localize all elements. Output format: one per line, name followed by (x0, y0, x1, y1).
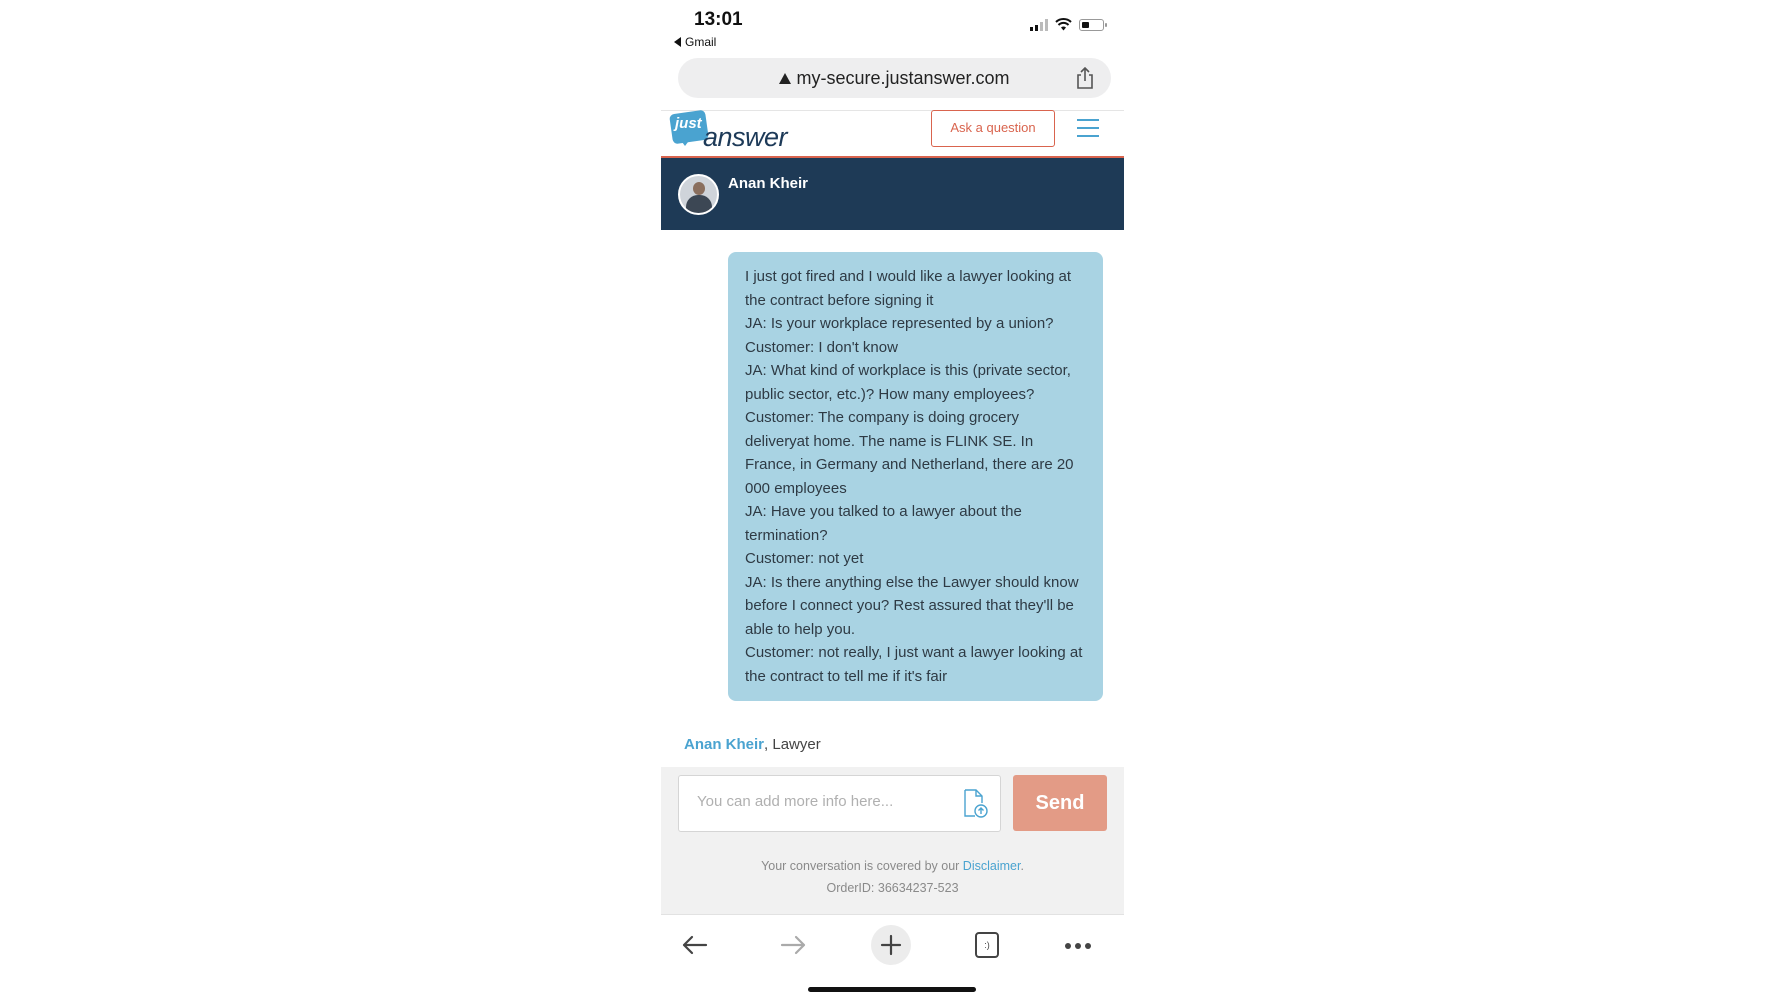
expert-avatar (678, 174, 719, 215)
more-menu-button[interactable] (1058, 925, 1098, 965)
chat-message-bubble (728, 252, 1103, 701)
expert-name: Anan Kheir (728, 175, 809, 192)
back-to-app-link[interactable] (674, 35, 716, 49)
order-id: OrderID: 36634237-523 (826, 881, 959, 895)
forward-button[interactable] (773, 925, 813, 965)
wifi-icon (1055, 18, 1072, 31)
share-icon[interactable] (1075, 67, 1095, 89)
disclaimer-prefix: Your conversation is covered by our (761, 859, 963, 873)
back-arrow-icon (675, 925, 715, 965)
page-footer (661, 843, 1124, 914)
disclaimer-suffix: . (1020, 859, 1024, 873)
logo-answer: answer (703, 122, 788, 152)
back-arrow-icon (674, 37, 681, 47)
signal-icon (1030, 19, 1048, 31)
status-time: 13:01 (694, 9, 743, 30)
hamburger-menu-icon[interactable] (1077, 119, 1099, 138)
ask-question-button[interactable]: Ask a question (931, 110, 1055, 147)
battery-icon (1079, 19, 1104, 31)
send-button[interactable]: Send (1013, 775, 1107, 831)
message-input-box[interactable] (678, 775, 1001, 832)
browser-toolbar (661, 914, 1124, 975)
sender-role: , Lawyer (764, 736, 821, 753)
new-tab-button[interactable] (871, 925, 911, 965)
message-input[interactable] (695, 792, 939, 811)
lock-icon (779, 73, 791, 84)
tabs-icon: :) (975, 932, 999, 958)
message-composer (661, 767, 1124, 844)
attach-file-icon[interactable] (962, 789, 988, 819)
message-line: Customer: not really, I just want a lawyer looking at the contract to tell me if it's fair (745, 644, 1083, 685)
message-line: JA: Is there anything else the Lawyer should know before I connect you? Rest assured that they'll be able to help you. (745, 573, 1079, 638)
back-app-label: Gmail (685, 35, 717, 49)
message-line: Customer: not yet (745, 550, 864, 567)
logo-just: just (675, 115, 702, 132)
expert-banner (661, 158, 1124, 230)
message-line: Customer: The company is doing grocery deliveryat home. The name is FLINK SE. In France, in Germany and Netherland, there are 20 000 employees (745, 409, 1074, 497)
plus-icon (871, 925, 911, 965)
more-dots-icon (1058, 925, 1098, 949)
tabs-button[interactable] (967, 925, 1007, 965)
disclaimer-text (661, 859, 1124, 873)
sender-name-link[interactable]: Anan Kheir (684, 736, 765, 753)
home-indicator[interactable] (808, 987, 976, 992)
message-line: JA: Have you talked to a lawyer about the termination? (745, 503, 1022, 544)
url-display (678, 68, 1111, 89)
status-icons (1030, 18, 1104, 31)
url-text: my-secure.justanswer.com (796, 68, 1010, 88)
message-line: I just got fired and I would like a lawyer looking at the contract before signing it (745, 268, 1072, 309)
message-line: JA: What kind of workplace is this (private sector, public sector, etc.)? How many employees? (745, 362, 1071, 403)
phone-screen (661, 0, 1124, 1000)
forward-arrow-icon (773, 925, 813, 965)
message-line: Customer: I don't know (745, 338, 898, 356)
site-header (661, 110, 1124, 158)
message-line: JA: Is your workplace represented by a union? (745, 315, 1054, 332)
disclaimer-link[interactable]: Disclaimer (962, 859, 1021, 873)
sender-attribution (684, 736, 821, 753)
address-bar[interactable] (678, 58, 1111, 98)
back-button[interactable] (675, 925, 715, 965)
justanswer-logo[interactable] (671, 112, 801, 152)
